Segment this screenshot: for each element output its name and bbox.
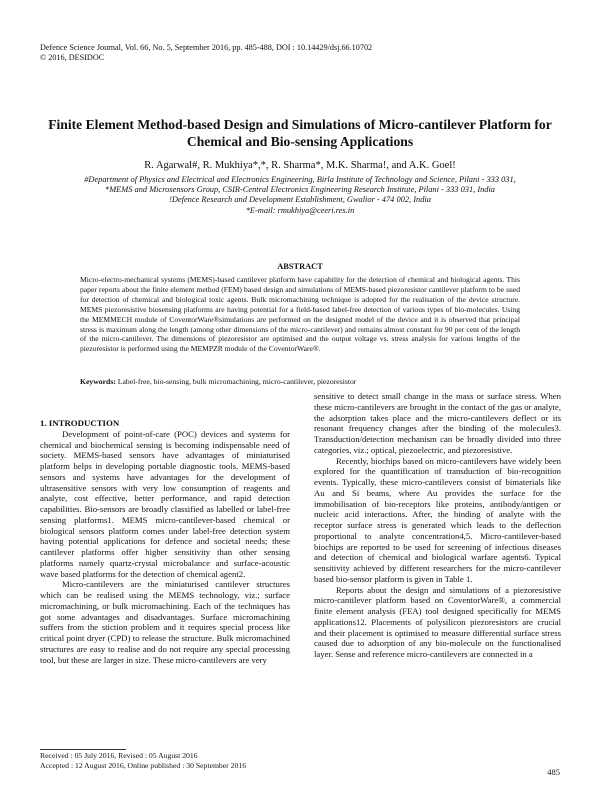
affiliation-3: !Defence Research and Development Establishment, Gwalior - 474 002, India [169, 195, 431, 204]
journal-citation: Defence Science Journal, Vol. 66, No. 5, September 2016, pp. 485-488, DOI : 10.14429/dsj.66.10702 [40, 43, 373, 52]
paragraph: Reports about the design and simulations of a piezoresistive micro-cantilever platform based on CoventorWare®, a commercial finite element analysis (FEA) tool designed specifically for MEMS applications12. Placements of polysilicon piezoresistors are crucial and their placement is optimised to measure differential surface stress caused due to adsorption of any bio-molecule on the functionalised layer. Sense and reference micro-cantilevers are connected in a [314, 584, 561, 659]
right-column [314, 391, 561, 765]
page-number: 485 [547, 767, 560, 777]
keywords-text: Label-free, bio-sensing, bulk micromachining, micro-cantilever, piezoresistor [117, 377, 357, 386]
section-heading: 1. INTRODUCTION [40, 418, 120, 428]
paragraph: Micro-cantilevers are the miniaturised cantilever structures which can be realised using the MEMS technology, viz.; surface micromachining, or bulk micromachining. Each of the techniques has got some advantages and disadvantages. Surface micromachining suffers from the stiction problem and it requires special process like critical point dryer (CPD) to release the structure. Bulk micromachined structures are easy to realise and do not require any special processing tool, but these are larger in size. These micro-cantilevers are very [40, 579, 290, 665]
abstract-heading: ABSTRACT [277, 262, 323, 271]
abstract-text: Micro-electro-mechanical systems (MEMS)-based cantilever platform have capability for the detection of chemical and biological agents. This paper reports about the finite element method (FEM) based design and simulations of MEMS-based piezoresistor cantilever platform to be used for detection of chemical and biological toxic agents. Bulk micromachining technique is adopted for the realisation of the device structure. MEMS piezoresistive biosensing platforms are having potential for a field-based label-free detection of various types of bio-molecules. Using the MEMMECH module of CoventorWare®simulations are performed on the designed model of the device and it is observed that principal stress is maximum along the length (among other dimensions of the micro-cantilever) and remains almost constant for 90 per cent of the length of the micro-cantilever. The dimensions of piezoresistor are optimised and the output voltage vs. stress analysis for various lengths of the piezoresistor is performed using the MEMPZR module of the CoventorWare®. [80, 275, 520, 354]
accepted-date: Accepted : 12 August 2016, Online published : 30 September 2016 [40, 761, 247, 770]
footnote-rule [40, 749, 126, 750]
keywords-label: Keywords: [80, 377, 116, 386]
paper-title: Finite Element Method-based Design and Simulations of Micro-cantilever Platform for Chemical and Bio-sensing Applications [48, 117, 552, 149]
keywords [80, 377, 520, 386]
author-email: *E-mail: rmukhiya@ceeri.res.in [245, 206, 355, 215]
author-list: R. Agarwal#, R. Mukhiya*,*, R. Sharma*, M.K. Sharma!, and A.K. Goel! [144, 160, 456, 171]
left-column [40, 418, 290, 788]
paragraph: Development of point-of-care (POC) devices and systems for chemical and biochemical sensing is becoming indispensable need of society. MEMS-based sensors have advantages of miniaturised platform helps in developing portable diagnostic tools. MEMS-based sensors and systems have advantages for the development of ultrasensitive sensors with very low consumption of reagents and analyte, cost effective, better performance, and rapid detection capabilities. Bio-sensors are broadly classified as labelled or label-free sensing platforms1. MEMS micro-cantilever-based chemical or biological sensors platform comes under label-free detection system having potential applications for defence and societal needs; these cantilever platforms offer higher sensitivity than other sensing platforms namely quartz-crystal microbalance and surface-acoustic wave based platforms for the detection of chemical agent2. [40, 428, 290, 579]
affiliation-2: *MEMS and Microsensors Group, CSIR-Central Electronics Engineering Research Institute, Pilani - 333 031, India [105, 185, 495, 194]
paragraph: Recently, biochips based on micro-cantilevers have widely been explored for the quantification of transduction of bio-recognition events. Typically, these micro-cantilevers consist of bimaterials like Au and Si beams, where Au provides the surface for the immobilisation of bio-receptors like proteins, antibody/antigen or nucleic acid interactions. After, the binding of analyte with the receptor surface stress is generated which leads to the deflection proportional to analyte concentration4,5. Micro-cantilever-based biochips are reported to be used for screening of infectious diseases and detection of chemical and biological warfare agents6. Typical sensitivity achieved by different researchers for the micro-cantilever based bio-sensor platform is given in Table 1. [314, 455, 561, 584]
affiliation-1: #Department of Physics and Electrical and Electronics Engineering, Birla Institute of Technology and Science, Pilani - 333 031, [84, 175, 516, 184]
received-date: Received : 05 July 2016, Revised : 05 August 2016 [40, 751, 198, 760]
paragraph: sensitive to detect small change in the mass or surface stress. When these micro-cantilevers are brought in the contact of the gas or analyte, the adsorption takes place and the micro-cantilevers deflect or its resonant frequency changes after the binding of the molecules3. Transduction/detection mechanism can be broadly divided into three categories, viz.; optical, piezoelectric, and piezoresistive. [314, 391, 561, 455]
copyright: © 2016, DESIDOC [40, 53, 105, 62]
